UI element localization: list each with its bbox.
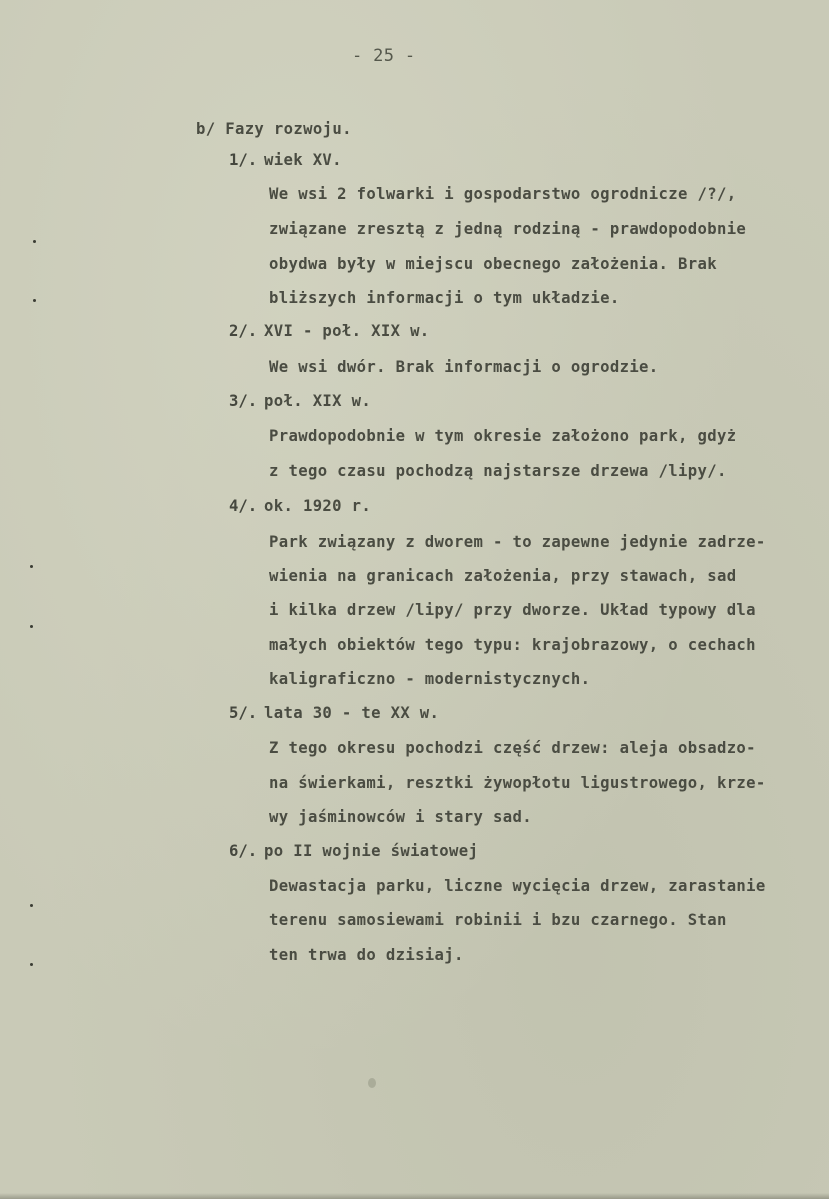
margin-dot xyxy=(33,299,36,302)
item-6-line-1: Dewastacja parku, liczne wycięcia drzew, zarastanie xyxy=(269,877,766,895)
paper-stain xyxy=(368,1078,376,1088)
item-5-line-2: na świerkami, resztki żywopłotu ligustrowego, krze- xyxy=(269,774,766,792)
item-6-line-2: terenu samosiewami robinii i bzu czarnego. Stan xyxy=(269,911,727,929)
item-4-number: 4/. xyxy=(229,497,258,515)
item-3-number: 3/. xyxy=(229,392,258,410)
item-5-line-3: wy jaśminowców i stary sad. xyxy=(269,808,532,826)
margin-dot xyxy=(33,240,36,243)
item-1-line-4: bliższych informacji o tym układzie. xyxy=(269,289,620,307)
page-number: - 25 - xyxy=(352,46,416,66)
item-4-line-3: i kilka drzew /lipy/ przy dworze. Układ typowy dla xyxy=(269,601,756,619)
item-1-heading: wiek XV. xyxy=(264,151,342,169)
item-2-line-1: We wsi dwór. Brak informacji o ogrodzie. xyxy=(269,358,659,376)
item-6-number: 6/. xyxy=(229,842,258,860)
item-1-line-2: związane zresztą z jedną rodziną - prawdopodobnie xyxy=(269,220,747,238)
item-3-line-2: z tego czasu pochodzą najstarsze drzewa /lipy/. xyxy=(269,462,727,480)
page-bottom-edge xyxy=(0,1193,829,1199)
item-3-heading: poł. XIX w. xyxy=(264,392,372,410)
item-1-number: 1/. xyxy=(229,151,258,169)
item-5-number: 5/. xyxy=(229,704,258,722)
margin-dot xyxy=(30,565,33,568)
item-5-heading: lata 30 - te XX w. xyxy=(264,704,440,722)
item-6-heading: po II wojnie światowej xyxy=(264,842,479,860)
margin-dot xyxy=(30,625,33,628)
item-3-line-1: Prawdopodobnie w tym okresie założono park, gdyż xyxy=(269,427,737,445)
item-1-line-1: We wsi 2 folwarki i gospodarstwo ogrodnicze /?/, xyxy=(269,185,737,203)
item-4-heading: ok. 1920 r. xyxy=(264,497,372,515)
item-4-line-5: kaligraficzno - modernistycznych. xyxy=(269,670,591,688)
item-2-heading: XVI - poł. XIX w. xyxy=(264,322,430,340)
item-2-number: 2/. xyxy=(229,322,258,340)
item-1-line-3: obydwa były w miejscu obecnego założenia. Brak xyxy=(269,255,717,273)
item-4-line-4: małych obiektów tego typu: krajobrazowy, o cechach xyxy=(269,636,756,654)
margin-dot xyxy=(30,963,33,966)
item-4-line-1: Park związany z dworem - to zapewne jedynie zadrze- xyxy=(269,533,766,551)
margin-dot xyxy=(30,904,33,907)
item-4-line-2: wienia na granicach założenia, przy stawach, sad xyxy=(269,567,737,585)
item-5-line-1: Z tego okresu pochodzi część drzew: aleja obsadzo- xyxy=(269,739,756,757)
section-heading: b/ Fazy rozwoju. xyxy=(196,120,352,138)
item-6-line-3: ten trwa do dzisiaj. xyxy=(269,946,464,964)
